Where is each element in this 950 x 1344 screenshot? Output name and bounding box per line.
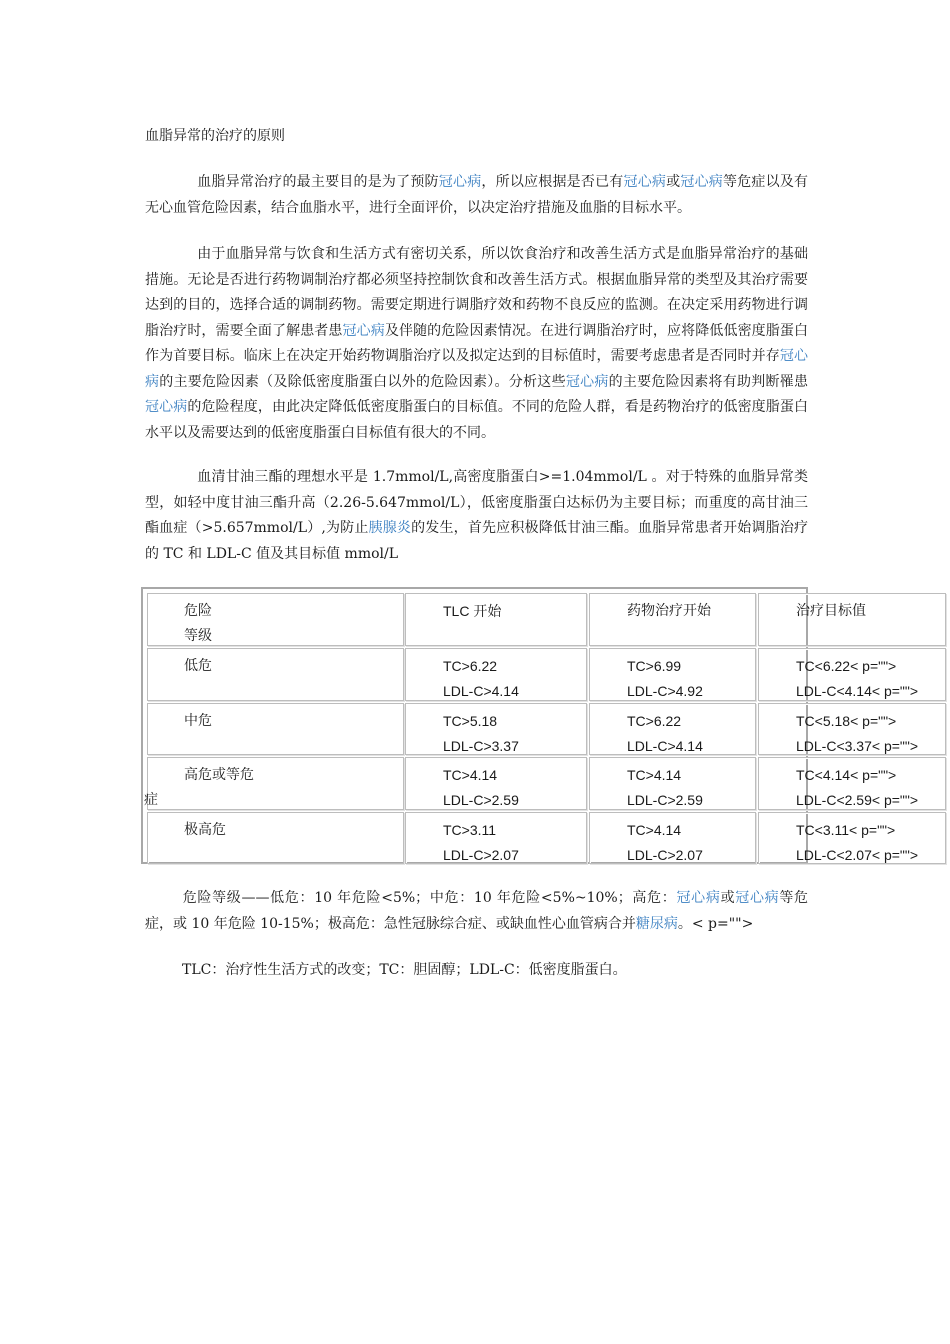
table-cell-tlc xyxy=(405,757,587,810)
text-run: 等危症，或 10 年危险 10-15%；极高危：急性冠脉综合症、或缺血性心血管病合并 xyxy=(145,890,809,932)
table-cell-risk-level xyxy=(144,757,404,810)
text-run: 的主要危险因素（及除低密度脂蛋白以外的危险因素）。分析这些 xyxy=(159,373,566,390)
table-header-cell xyxy=(758,593,946,646)
cell-value: TC>6.99 xyxy=(627,658,682,674)
risk-level-label: 高危或等危 xyxy=(184,767,254,783)
text-run: 或 xyxy=(720,890,736,906)
paragraph-risk-levels xyxy=(145,886,808,937)
table-cell-target xyxy=(758,757,946,810)
table-cell-tlc xyxy=(405,703,587,755)
text-run: 或 xyxy=(666,174,681,190)
link-coronary-heart-disease[interactable]: 冠心病 xyxy=(438,174,482,190)
link-coronary-heart-disease[interactable]: 冠心病 xyxy=(342,322,385,339)
text-run: 血清甘油三酯的理想水平是 1.7mmol/L,高密度脂蛋白>=1.04mmol/L 。对于特殊的血脂异常类型，如轻中度甘油三酯升高（2.26-5.647mmol/L），低密度脂蛋白达标仍为主要目标；而重度的高甘油三酯血症（>5.657mmol/L）,为防止 xyxy=(145,469,808,536)
text-run: TLC：治疗性生活方式的改变；TC：胆固醇；LDL-C：低密度脂蛋白。 xyxy=(182,962,627,978)
text-run: 的危险程度，由此决定降低低密度脂蛋白的目标值。不同的危险人群，看是药物治疗的低密度脂蛋白水平以及需要达到的低密度脂蛋白目标值有很大的不同。 xyxy=(145,399,808,441)
link-coronary-heart-disease[interactable]: 冠心病 xyxy=(565,373,609,390)
cell-value: LDL-C>2.07 xyxy=(443,847,519,863)
cell-value: LDL-C<2.07< p=""> xyxy=(796,847,919,863)
risk-level-label: 极高危 xyxy=(184,822,226,838)
table-cell-risk-level xyxy=(147,703,404,755)
table-cell-tlc xyxy=(405,812,587,864)
cell-value: LDL-C<4.14< p=""> xyxy=(796,683,919,699)
cell-value: LDL-C>4.92 xyxy=(627,683,703,699)
cell-value: TC>3.11 xyxy=(443,822,497,838)
text-run: 。< p=""> xyxy=(677,915,754,932)
table-cell-drug xyxy=(589,703,756,755)
paragraph-treatment-goal xyxy=(145,170,808,221)
header-label: TLC 开始 xyxy=(443,603,502,619)
cell-value: TC<3.11< p=""> xyxy=(796,822,896,838)
lipid-target-table xyxy=(141,587,919,864)
text-run: 等危症以及有无心血管危险因素，结合血脂水平，进行全面评价，以决定治疗措施及血脂的目标水平。 xyxy=(145,174,809,216)
table-header-cell xyxy=(147,593,404,646)
cell-value: TC<6.22< p=""> xyxy=(796,658,897,674)
header-label: 等级 xyxy=(184,628,212,644)
text-run: ，所以应根据是否已有 xyxy=(481,174,624,190)
table-cell-risk-level xyxy=(147,648,404,701)
table-cell-risk-level xyxy=(147,812,404,864)
link-pancreatitis[interactable]: 胰腺炎 xyxy=(368,520,412,536)
link-diabetes[interactable]: 糖尿病 xyxy=(635,915,678,932)
cell-value: TC<4.14< p=""> xyxy=(796,767,897,783)
link-coronary-heart-disease[interactable]: 冠心病 xyxy=(735,890,780,906)
cell-value: LDL-C>2.59 xyxy=(443,792,519,808)
cell-value: TC>4.14 xyxy=(627,822,682,838)
table-header-cell xyxy=(405,593,587,646)
table-cell-tlc xyxy=(405,648,587,701)
table-header-cell xyxy=(589,593,756,646)
table-cell-drug xyxy=(589,648,756,701)
risk-level-label: 低危 xyxy=(184,658,212,674)
text-run: 危险等级——低危：10 年危险<5%；中危：10 年危险<5%~10%；高危： xyxy=(182,890,677,906)
cell-value: TC>4.14 xyxy=(627,767,682,783)
cell-value: LDL-C<3.37< p=""> xyxy=(796,738,919,754)
paragraph-triglycerides xyxy=(145,465,808,567)
link-coronary-heart-disease[interactable]: 冠心病 xyxy=(676,890,721,906)
link-coronary-heart-disease[interactable]: 冠心病 xyxy=(623,174,667,190)
risk-level-label: 中危 xyxy=(184,713,212,729)
text-run: 的主要危险因素将有助判断罹患 xyxy=(608,373,809,390)
cell-value: LDL-C>3.37 xyxy=(443,738,519,754)
text-run: 血脂异常治疗的最主要目的是为了预防 xyxy=(197,174,439,190)
cell-value: LDL-C>4.14 xyxy=(443,683,519,699)
table-cell-target xyxy=(758,812,946,864)
paragraph-lifestyle-and-drugs xyxy=(145,242,808,446)
table-cell-drug xyxy=(589,757,756,810)
cell-value: LDL-C>2.07 xyxy=(627,847,703,863)
document-title: 血脂异常的治疗的原则 xyxy=(145,128,285,144)
cell-value: TC>6.22 xyxy=(443,658,498,674)
cell-value: TC<5.18< p=""> xyxy=(796,713,897,729)
link-coronary-heart-disease[interactable]: 冠心病 xyxy=(680,174,724,190)
cell-value: TC>4.14 xyxy=(443,767,498,783)
paragraph-abbreviations xyxy=(145,958,808,984)
table-cell-drug xyxy=(589,812,756,864)
table-cell-target xyxy=(758,648,946,701)
cell-value: LDL-C>2.59 xyxy=(627,792,703,808)
cell-value: LDL-C<2.59< p=""> xyxy=(796,792,919,808)
cell-value: TC>5.18 xyxy=(443,713,498,729)
table-cell-target xyxy=(758,703,946,755)
risk-level-label-wrap: 症 xyxy=(144,792,158,808)
text-run: 及伴随的危险因素情况。在进行调脂治疗时，应将降低低密度脂蛋白作为首要目标。临床上在决定开始药物调脂治疗以及拟定达到的目标值时，需要考虑患者是否同时并存 xyxy=(145,322,809,364)
text-run: 的发生，首先应积极降低甘油三酯。血脂异常患者开始调脂治疗的 TC 和 LDL-C 值及其目标值 mmol/L xyxy=(145,520,808,562)
link-coronary-heart-disease[interactable]: 冠心病 xyxy=(145,348,808,390)
header-label: 治疗目标值 xyxy=(796,603,866,619)
text-run: 由于血脂异常与饮食和生活方式有密切关系，所以饮食治疗和改善生活方式是血脂异常治疗的基础措施。无论是否进行药物调制治疗都必须坚持控制饮食和改善生活方式。根据血脂异常的类型及其治疗需要达到的目的，选择合适的调制药物。需要定期进行调脂疗效和药物不良反应的监测。在决定采用药物进行调脂治疗时，需要全面了解患者患 xyxy=(145,246,808,339)
header-label: 危险 xyxy=(184,603,212,619)
header-label: 药物治疗开始 xyxy=(627,603,711,619)
cell-value: TC>6.22 xyxy=(627,713,682,729)
cell-value: LDL-C>4.14 xyxy=(627,738,703,754)
link-coronary-heart-disease[interactable]: 冠心病 xyxy=(145,399,188,415)
